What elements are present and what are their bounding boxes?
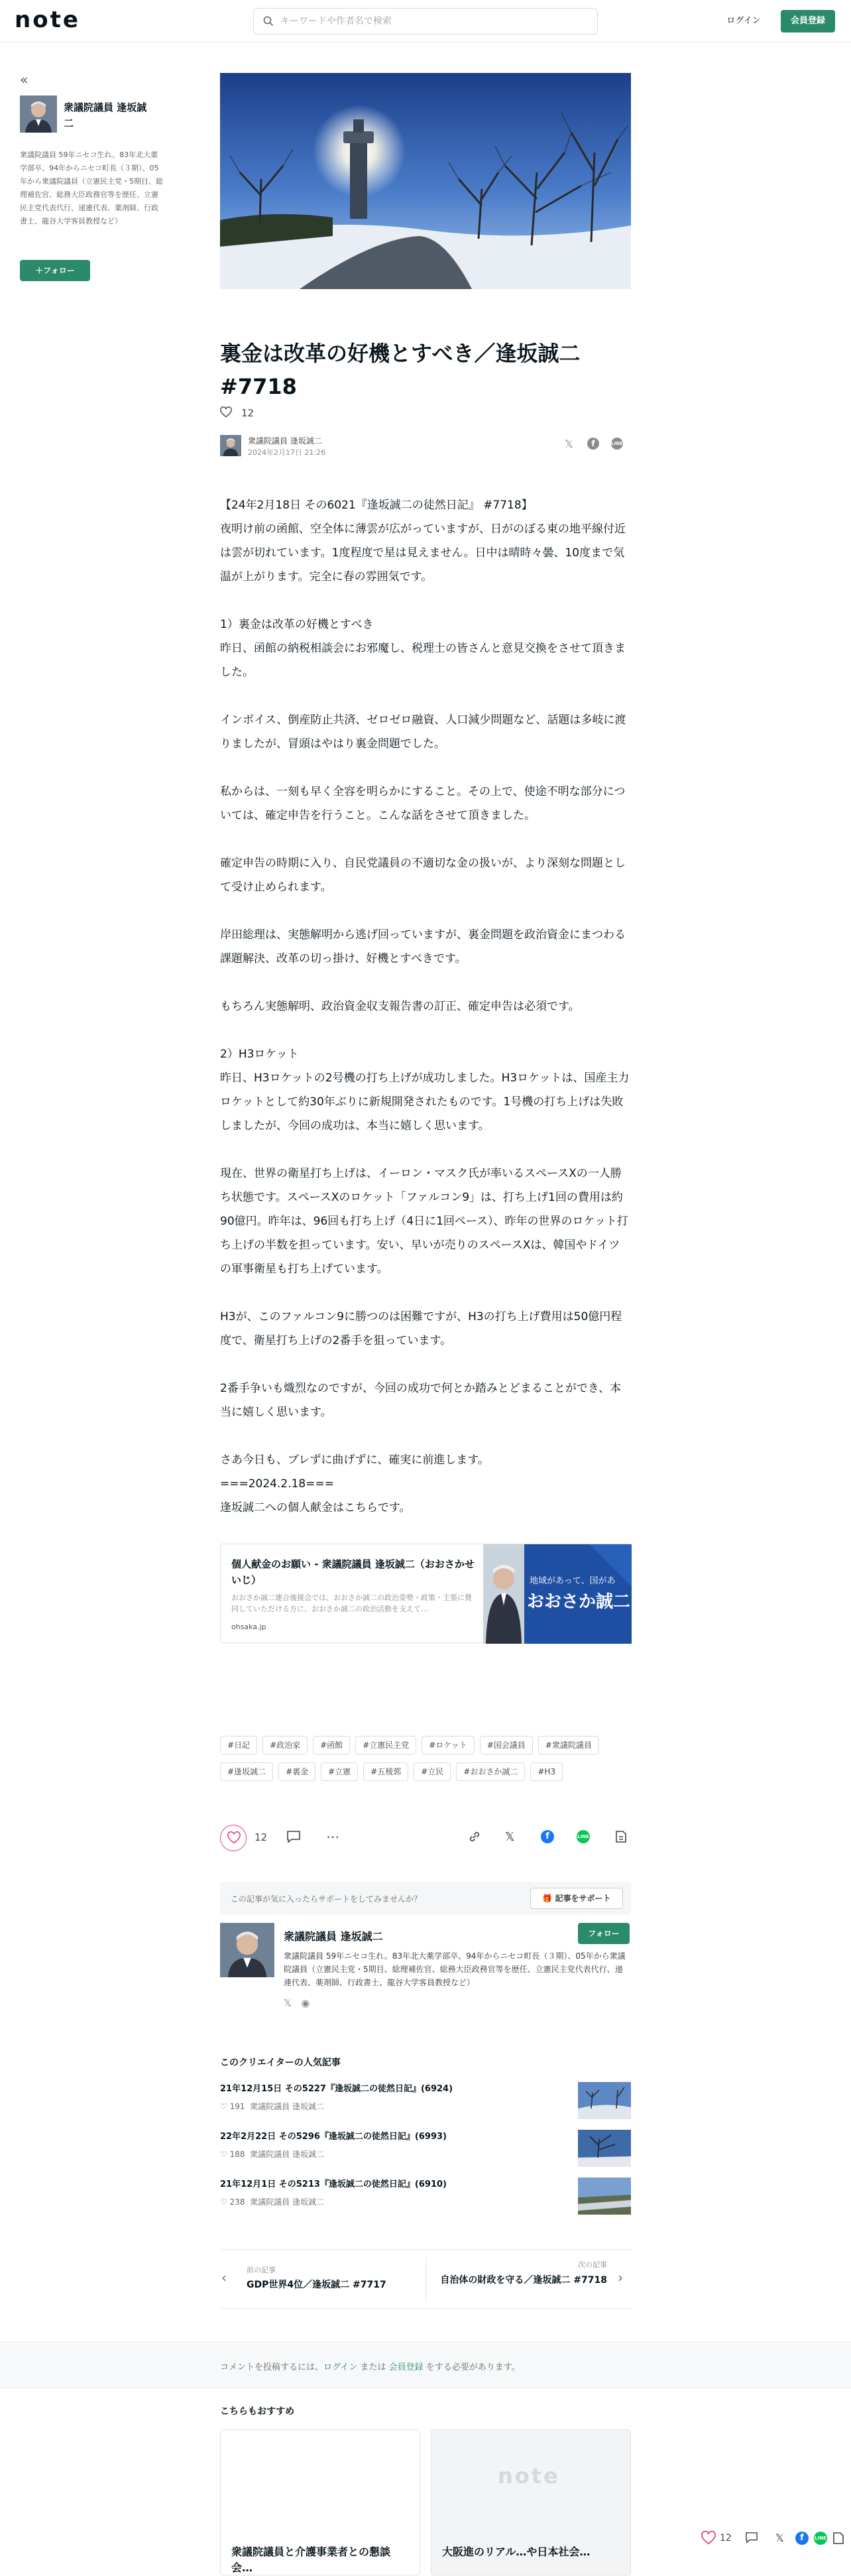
chevron-right-icon[interactable]: › xyxy=(618,2270,623,2286)
comment-suffix: をする必要があります。 xyxy=(423,2362,520,2372)
recommend-card-title[interactable]: 衆議院議員と介護事業者との懇談会… xyxy=(231,2545,391,2574)
popular-item-likes: 238 xyxy=(229,2197,245,2207)
popular-item-title[interactable]: 22年2月22日 その5296『逢坂誠二の徒然日記』(6993) xyxy=(220,2132,447,2142)
popular-item-author: 衆議院議員 逢坂誠二 xyxy=(250,2102,324,2111)
creator-bio: 衆議院議員 59年ニセコ生れ。83年北大薬学部卒、94年からニセコ町長（３期）、05年から衆議院議員（立憲民主党・5期目、総理補佐官、総務大臣政務官等を歴任、立憲民主党代表代行、递連代表、薬剤師、行政書士、龍谷大学客員教授など） xyxy=(284,1951,626,1987)
like-button[interactable] xyxy=(220,1825,247,1851)
floating-share-icon[interactable] xyxy=(832,2532,844,2547)
creator-name[interactable]: 衆議院議員 逢坂誠二 xyxy=(284,1930,383,1943)
recommend-card[interactable] xyxy=(431,2429,631,2575)
article-author-avatar[interactable] xyxy=(220,435,241,456)
hashtag[interactable]: #立憲民主党 xyxy=(355,1736,416,1754)
embed-domain: ohsaka.jp xyxy=(231,1623,266,1631)
heart-outline-icon[interactable] xyxy=(220,407,232,418)
rss-icon[interactable]: ◉ xyxy=(301,1997,310,2009)
article-title: 裏金は改革の好機とすべき／逢坂誠二 #7718 xyxy=(220,341,581,399)
support-box xyxy=(220,1882,631,1915)
note-logo[interactable]: note xyxy=(15,7,80,33)
x-icon[interactable]: 𝕏 xyxy=(284,1997,292,2009)
popular-heading: このクリエイターの人気記事 xyxy=(220,2057,341,2068)
support-button-label: 記事をサポート xyxy=(555,1894,611,1903)
share-facebook-icon[interactable]: f xyxy=(587,438,599,450)
paragraph-gap xyxy=(220,1281,631,1305)
body-paragraph: 夜明け前の函館、空全体に薄雲が広がっていますが、日がのぼる東の地平線付近は雲が切れています。1度程度で星は見えません。日中は晴時々曇、10度まで気温が上がります。完全に春の雰囲気です。 xyxy=(220,522,626,583)
popular-item-meta xyxy=(220,2101,324,2112)
article-author-name[interactable]: 衆議院議員 逢坂誠二 xyxy=(248,436,322,446)
next-article-label: 次の記事 xyxy=(578,2260,607,2269)
support-prompt: この記事が気に入ったらサポートをしてみませんか？ xyxy=(231,1894,422,1904)
embed-banner-image xyxy=(483,1544,632,1644)
body-paragraph: 確定申告の時期に入り、自民党議員の不適切な金の扱いが、より深刻な問題として受け止められます。 xyxy=(220,857,626,894)
share-x-icon[interactable]: 𝕏 xyxy=(505,1830,515,1844)
paragraph-gap xyxy=(220,899,631,923)
tag-list xyxy=(220,1736,638,1789)
body-paragraph: 逢坂誠二への個人献金はこちらです。 xyxy=(220,1501,411,1514)
heart-icon xyxy=(227,1832,241,1844)
body-paragraph: 2番手争いも熾烈なのですが、今回の成功で何とか踏みとどまることができ、本当に嬉しく思います。 xyxy=(220,1382,622,1419)
hashtag[interactable]: #ロケット xyxy=(422,1736,474,1754)
paragraph-gap xyxy=(220,1018,631,1042)
hashtag[interactable]: #衆議院議員 xyxy=(538,1736,599,1754)
sidebar-author-bio: 衆議院議員 59年ニセコ生れ。83年北大薬学部卒、94年からニセコ町長（３期）、05年から衆議院議員（立憲民主党・5期目、総理補佐官、総務大臣政務官等を歴任、立憲民主党代表代行、递連代表、薬剤師、行政書士、龍谷大学客員教授など） xyxy=(20,151,163,225)
popular-item-thumbnail[interactable] xyxy=(578,2130,631,2167)
hashtag[interactable]: #五稜郭 xyxy=(363,1762,408,1781)
comment-login-link[interactable]: ログイン xyxy=(323,2362,358,2372)
floating-line-icon[interactable]: LINE xyxy=(814,2532,827,2545)
paragraph-gap xyxy=(220,828,631,851)
chevron-left-icon[interactable]: ‹ xyxy=(221,2270,227,2286)
body-paragraph: インボイス、倒産防止共済、ゼロゼロ融資、人口減少問題など、話題は多岐に渡りましたが、冒頭はやはり裏金問題でした。 xyxy=(220,713,626,751)
floating-facebook-icon[interactable]: f xyxy=(795,2532,809,2545)
hashtag[interactable]: #H3 xyxy=(530,1762,563,1781)
popular-item-author: 衆議院議員 逢坂誠二 xyxy=(250,2150,324,2159)
comment-prefix: コメントを投稿するには、 xyxy=(220,2362,324,2372)
body-paragraph: H3が、このファルコン9に勝つのは困難ですが、H3の打ち上げ費用は50億円程度で、衛星打ち上げの2番手を狙っています。 xyxy=(220,1310,622,1347)
popular-item-likes: 188 xyxy=(229,2150,245,2159)
embed-title[interactable]: 個人献金のお願い - 衆議院議員 逢坂誠二（おおさかせいじ） xyxy=(231,1558,475,1586)
body-paragraph: さあ今日も、ブレずに曲げずに、確実に前進します。 xyxy=(220,1453,489,1467)
heart-icon: ♡ xyxy=(220,2102,230,2111)
creator-follow-button[interactable]: フォロー xyxy=(578,1923,630,1944)
comment-icon[interactable] xyxy=(286,1830,301,1846)
like-count: 12 xyxy=(255,1831,268,1843)
comment-notice xyxy=(0,2342,851,2388)
paragraph-gap xyxy=(220,589,631,613)
popular-item-thumbnail[interactable] xyxy=(578,2082,631,2119)
body-paragraph: 【24年2月18日 その6021『逢坂誠二の徒然日記』 #7718】 xyxy=(220,499,533,512)
comment-signup-link[interactable]: 会員登録 xyxy=(388,2362,424,2372)
popular-item[interactable] xyxy=(220,2177,631,2217)
floating-action-bar xyxy=(696,2524,851,2554)
embed-banner-tagline: 地域があって、国があ xyxy=(530,1576,616,1586)
body-paragraph: 昨日、函館の納税相談会にお邪魔し、税理士の皆さんと意見交換をさせて頂きました。 xyxy=(220,642,626,679)
sidebar-follow-button[interactable]: ＋フォロー xyxy=(20,260,90,281)
signup-button[interactable]: 会員登録 xyxy=(781,10,835,32)
heart-icon: ♡ xyxy=(220,2197,230,2207)
recommend-card-title[interactable]: 大阪進のリアル…や日本社会… xyxy=(442,2545,591,2558)
article-body xyxy=(220,493,631,1520)
heart-icon xyxy=(701,2532,716,2545)
article-author-row xyxy=(220,434,631,460)
paragraph-gap xyxy=(220,1424,631,1448)
comment-notice-text xyxy=(220,2360,520,2372)
article-action-bar xyxy=(220,1823,631,1857)
floating-like-button[interactable] xyxy=(701,2532,716,2547)
popular-item-meta xyxy=(220,2148,324,2160)
share-facebook-icon[interactable]: f xyxy=(541,1830,554,1843)
hashtag[interactable]: #逢坂誠二 xyxy=(220,1762,273,1781)
hashtag[interactable]: #函館 xyxy=(313,1736,350,1754)
hashtag[interactable]: #おおさか誠二 xyxy=(456,1762,525,1781)
popular-item-title[interactable]: 21年12月1日 その5213『逢坂誠二の徒然日記』(6910) xyxy=(220,2179,447,2189)
more-options-icon[interactable]: ⋯ xyxy=(326,1829,340,1845)
body-paragraph: 2）H3ロケット xyxy=(220,1048,299,1061)
recommend-card[interactable] xyxy=(220,2429,420,2575)
body-paragraph: ===2024.2.18=== xyxy=(220,1477,334,1491)
hashtag[interactable]: #立憲 xyxy=(321,1762,358,1781)
recommend-heading: こちらもおすすめ xyxy=(220,2406,295,2417)
body-paragraph: 1）裏金は改革の好機とすべき xyxy=(220,618,374,631)
login-button[interactable]: ログイン xyxy=(726,16,761,26)
body-paragraph: もちろん実態解明、政治資金収支報告書の訂正、確定申告は必須です。 xyxy=(220,1000,580,1013)
gift-icon: 🎁 xyxy=(542,1894,555,1903)
floating-like-count: 12 xyxy=(720,2533,732,2544)
share-line-icon[interactable]: LINE xyxy=(611,438,623,450)
popular-item[interactable] xyxy=(220,2130,631,2170)
article-date: 2024年2月17日 21:26 xyxy=(248,448,326,457)
floating-comment-icon[interactable] xyxy=(745,2532,758,2546)
embed-banner-name: おおさか誠二 xyxy=(527,1592,631,1612)
popular-item-title[interactable]: 21年12月15日 その5227『逢坂誠二の徒然日記』(6924) xyxy=(220,2084,453,2094)
body-paragraph: 岸田総理は、実態解明から逃げ回っていますが、裏金問題を政治資金にまつわる課題解決、改革の切っ掛け、好機とすべきです。 xyxy=(220,928,626,965)
creator-links xyxy=(284,1997,310,2009)
comment-middle: または xyxy=(357,2362,389,2372)
body-paragraph: 現在、世界の衛星打ち上げは、イーロン・マスク氏が率いるスペースXの一人勝ち状態です。スペースXのロケット「ファルコン9」は、打ち上げ1回の費用は約90億円。昨年は、96回も打ち上げ（4日に1回ペース）、昨年の世界のロケット打ち上げの半数を担っています。安い、早いが売りのスペースXは、韓国やドイツの軍事衛星も打ち上げています。 xyxy=(220,1167,628,1276)
hashtag[interactable]: #立民 xyxy=(414,1762,451,1781)
paragraph-gap xyxy=(220,1353,631,1377)
share-x-icon[interactable]: 𝕏 xyxy=(565,438,573,450)
floating-x-icon[interactable]: 𝕏 xyxy=(775,2532,784,2544)
search-icon xyxy=(263,16,274,27)
body-paragraph: 昨日、H3ロケットの2号機の打ち上げが成功しました。H3ロケットは、国産主力ロケットとして約30年ぶりに新規開発されたものです。1号機の打ち上げは失敗しましたが、今回の成功は、本当に嬉しく思います。 xyxy=(220,1072,630,1133)
popular-item-author: 衆議院議員 逢坂誠二 xyxy=(250,2197,324,2207)
prev-article-label: 前の記事 xyxy=(247,2266,276,2274)
paragraph-gap xyxy=(220,684,631,708)
paragraph-gap xyxy=(220,971,631,995)
article-navigation xyxy=(220,2249,631,2309)
note-placeholder-logo: note xyxy=(498,2463,560,2488)
embed-link-card[interactable] xyxy=(220,1544,631,1643)
site-header xyxy=(0,0,851,42)
hashtag[interactable]: #国会議員 xyxy=(480,1736,533,1754)
hashtag[interactable]: #政治家 xyxy=(262,1736,308,1754)
share-note-icon[interactable] xyxy=(615,1830,627,1846)
paragraph-gap xyxy=(220,1138,631,1162)
search-box[interactable] xyxy=(253,8,598,34)
title-like-count: 12 xyxy=(241,407,255,419)
copy-link-icon[interactable] xyxy=(468,1830,481,1846)
hero-image xyxy=(220,73,631,289)
body-paragraph: 私からは、一刻も早く全容を明らかにすること。その上で、使途不明な部分については、確定申告を行うこと。こんな話をさせて頂きました。 xyxy=(220,785,626,822)
support-button[interactable] xyxy=(530,1888,623,1909)
heart-icon: ♡ xyxy=(220,2150,230,2159)
next-article-link[interactable]: 自治体の財政を守る／逢坂誠二 #7718 xyxy=(440,2275,607,2286)
popular-item-thumbnail[interactable] xyxy=(578,2177,631,2215)
popular-item[interactable] xyxy=(220,2082,631,2122)
creator-avatar[interactable] xyxy=(220,1923,274,1977)
prev-article-link[interactable]: GDP世界4位／逢坂誠二 #7717 xyxy=(247,2280,386,2290)
embed-description: おおさか誠二連合後援会では、おおさか誠二の政治姿勢・政策・主張に賛同していただける方に、おおさか誠二の政治活動を支えて… xyxy=(231,1593,472,1613)
popular-item-meta xyxy=(220,2196,324,2207)
author-avatar[interactable] xyxy=(20,95,57,133)
popular-item-likes: 191 xyxy=(229,2102,245,2111)
title-like-row[interactable] xyxy=(220,407,254,419)
hashtag[interactable]: #裏金 xyxy=(278,1762,315,1781)
share-line-icon[interactable]: LINE xyxy=(577,1830,590,1843)
paragraph-gap xyxy=(220,756,631,780)
sidebar-author-name[interactable]: 衆議院議員 逢坂誠二 xyxy=(64,101,147,129)
collapse-sidebar-icon[interactable]: « xyxy=(20,72,28,88)
creator-profile xyxy=(220,1923,631,2055)
search-input[interactable] xyxy=(280,13,585,30)
hashtag[interactable]: #日記 xyxy=(220,1736,257,1754)
